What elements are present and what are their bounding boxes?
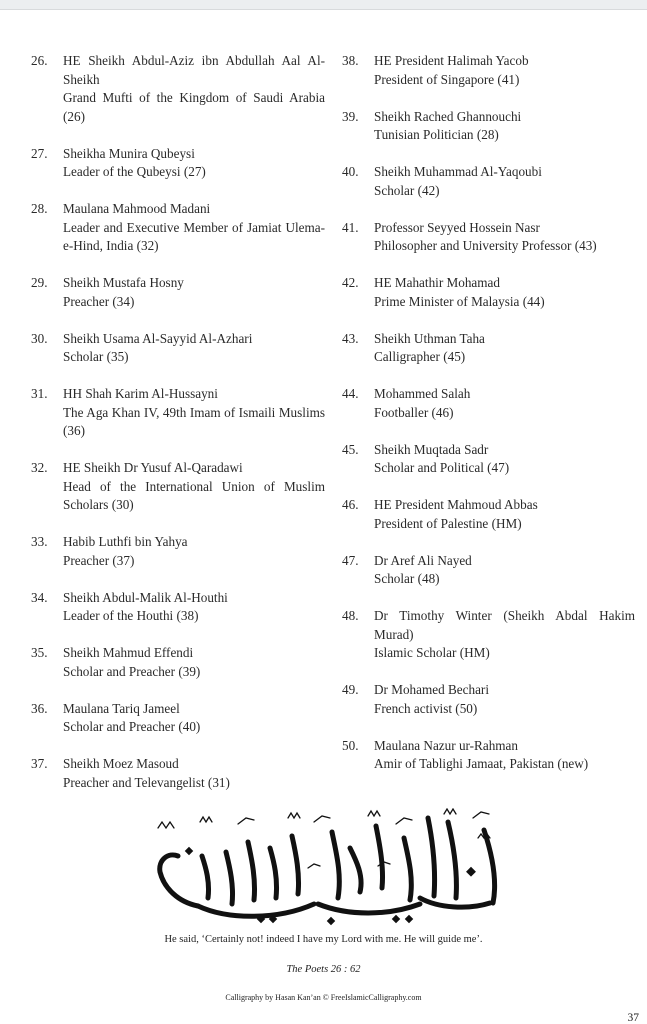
item-number: 47. [342, 552, 359, 568]
person-name: Sheikh Usama Al-Sayyid Al-Azhari [63, 330, 253, 346]
person-name: Sheikh Mahmud Effendi [63, 645, 194, 660]
item-number: 35. [31, 645, 48, 660]
list-item [31, 52, 325, 126]
person-name: Sheikh Moez Masoud [63, 756, 179, 771]
person-role: Leader of the Qubeysi (27) [63, 164, 206, 179]
item-number: 34. [31, 589, 48, 605]
person-role: Amir of Tablighi Jamaat, Pakistan (new) [374, 756, 589, 771]
person-role: Calligrapher (45) [374, 349, 466, 364]
person-name: Mohammed Salah [374, 386, 471, 401]
list-item [31, 533, 325, 570]
person-name: HE President Mahmoud Abbas [374, 497, 538, 512]
person-name: Maulana Nazur ur-Rahman [374, 737, 519, 753]
person-name: Sheikh Muqtada Sadr [374, 441, 489, 457]
person-name: HH Shah Karim Al-Hussayni [63, 386, 218, 401]
person-role: Scholar (42) [374, 182, 440, 198]
list-item [31, 145, 325, 182]
list-item [31, 755, 325, 792]
arabic-calligraphy [138, 808, 518, 928]
person-role: Preacher (37) [63, 552, 135, 568]
person-name: Dr Timothy Winter (Sheikh Abdal Hakim Murad) [374, 608, 635, 642]
item-number: 42. [342, 275, 359, 290]
list-item [342, 108, 635, 145]
person-name: Dr Mohamed Bechari [374, 682, 489, 697]
list-item [342, 163, 635, 200]
list-item [342, 681, 635, 718]
person-role: French activist (50) [374, 700, 478, 716]
item-number: 32. [31, 460, 48, 475]
list-item [342, 552, 635, 589]
list-item [342, 330, 635, 367]
person-role: Scholar and Preacher (40) [63, 719, 201, 734]
person-role: Leader of the Houthi (38) [63, 608, 199, 623]
item-number: 41. [342, 219, 359, 235]
person-role: President of Palestine (HM) [374, 515, 522, 531]
person-name: HE Sheikh Abdul-Aziz ibn Abdullah Aal Al-Sheikh [63, 53, 325, 87]
person-role: Tunisian Politician (28) [374, 127, 499, 142]
item-number: 49. [342, 682, 359, 697]
person-name: HE Sheikh Dr Yusuf Al-Qaradawi [63, 460, 243, 475]
person-name: Sheikh Abdul-Malik Al-Houthi [63, 589, 228, 605]
item-number: 37. [31, 756, 48, 771]
item-number: 46. [342, 497, 359, 512]
person-name: Maulana Tariq Jameel [63, 700, 180, 716]
person-name: Dr Aref Ali Nayed [374, 552, 472, 568]
item-number: 31. [31, 386, 48, 401]
list-item [342, 385, 635, 422]
person-role: Preacher (34) [63, 293, 135, 309]
left-column [31, 52, 325, 811]
translation-text: He said, ‘Certainly not! indeed I have my Lord with me. He will guide me’. [164, 934, 483, 945]
list-item [31, 589, 325, 626]
person-name: Sheikha Munira Qubeysi [63, 145, 195, 161]
calligraphy-credit: Calligraphy by Hasan Kan’an © FreeIslamicCalligraphy.com [225, 993, 422, 1002]
list-item [342, 52, 635, 89]
person-name: Sheikh Uthman Taha [374, 330, 485, 346]
item-number: 27. [31, 145, 48, 161]
person-role: Prime Minister of Malaysia (44) [374, 293, 545, 309]
person-role: Leader and Executive Member of Jamiat Ulema-e-Hind, India (32) [63, 219, 325, 253]
person-role: Scholar and Preacher (39) [63, 663, 201, 679]
list-item [31, 330, 325, 367]
list-item [342, 219, 635, 256]
person-role: Scholar and Political (47) [374, 460, 510, 475]
list-item [31, 644, 325, 681]
item-number: 26. [31, 53, 48, 68]
person-name: HE Mahathir Mohamad [374, 275, 500, 290]
person-role: Scholar (48) [374, 571, 440, 586]
list-item [342, 274, 635, 311]
item-number: 45. [342, 441, 359, 457]
item-number: 39. [342, 108, 359, 124]
list-item [31, 200, 325, 256]
item-number: 28. [31, 201, 48, 216]
person-role: President of Singapore (41) [374, 71, 520, 87]
item-number: 29. [31, 275, 48, 290]
right-column [342, 52, 635, 792]
item-number: 33. [31, 534, 48, 549]
item-number: 43. [342, 330, 359, 346]
person-role: Head of the International Union of Muslim Scholars (30) [63, 478, 325, 512]
person-name: Sheikh Muhammad Al-Yaqoubi [374, 164, 542, 179]
page-number: 37 [627, 1012, 639, 1024]
item-number: 44. [342, 386, 359, 401]
person-role: Footballer (46) [374, 404, 454, 420]
person-name: Sheikh Rached Ghannouchi [374, 108, 522, 124]
person-name: Professor Seyyed Hossein Nasr [374, 219, 540, 235]
item-number: 30. [31, 330, 48, 346]
person-role: The Aga Khan IV, 49th Imam of Ismaili Muslims (36) [63, 404, 325, 438]
person-name: Maulana Mahmood Madani [63, 201, 211, 216]
person-role: Preacher and Televangelist (31) [63, 774, 230, 790]
person-name: Sheikh Mustafa Hosny [63, 275, 184, 290]
person-name: Habib Luthfi bin Yahya [63, 534, 188, 549]
list-item [342, 607, 635, 663]
list-item [342, 496, 635, 533]
item-number: 36. [31, 700, 48, 716]
list-item [31, 459, 325, 515]
item-number: 50. [342, 737, 359, 753]
list-item [31, 385, 325, 441]
person-role: Grand Mufti of the Kingdom of Saudi Arabia (26) [63, 90, 325, 124]
list-item [342, 737, 635, 774]
item-number: 48. [342, 608, 359, 623]
list-item [31, 274, 325, 311]
person-role: Scholar (35) [63, 349, 129, 364]
viewer-top-bar [0, 0, 647, 10]
person-name: HE President Halimah Yacob [374, 53, 529, 68]
verse-citation: The Poets 26 : 62 [286, 964, 361, 975]
list-item [31, 700, 325, 737]
item-number: 40. [342, 164, 359, 179]
list-item [342, 441, 635, 478]
item-number: 38. [342, 53, 359, 68]
person-role: Islamic Scholar (HM) [374, 645, 490, 660]
person-role: Philosopher and University Professor (43) [374, 238, 597, 253]
